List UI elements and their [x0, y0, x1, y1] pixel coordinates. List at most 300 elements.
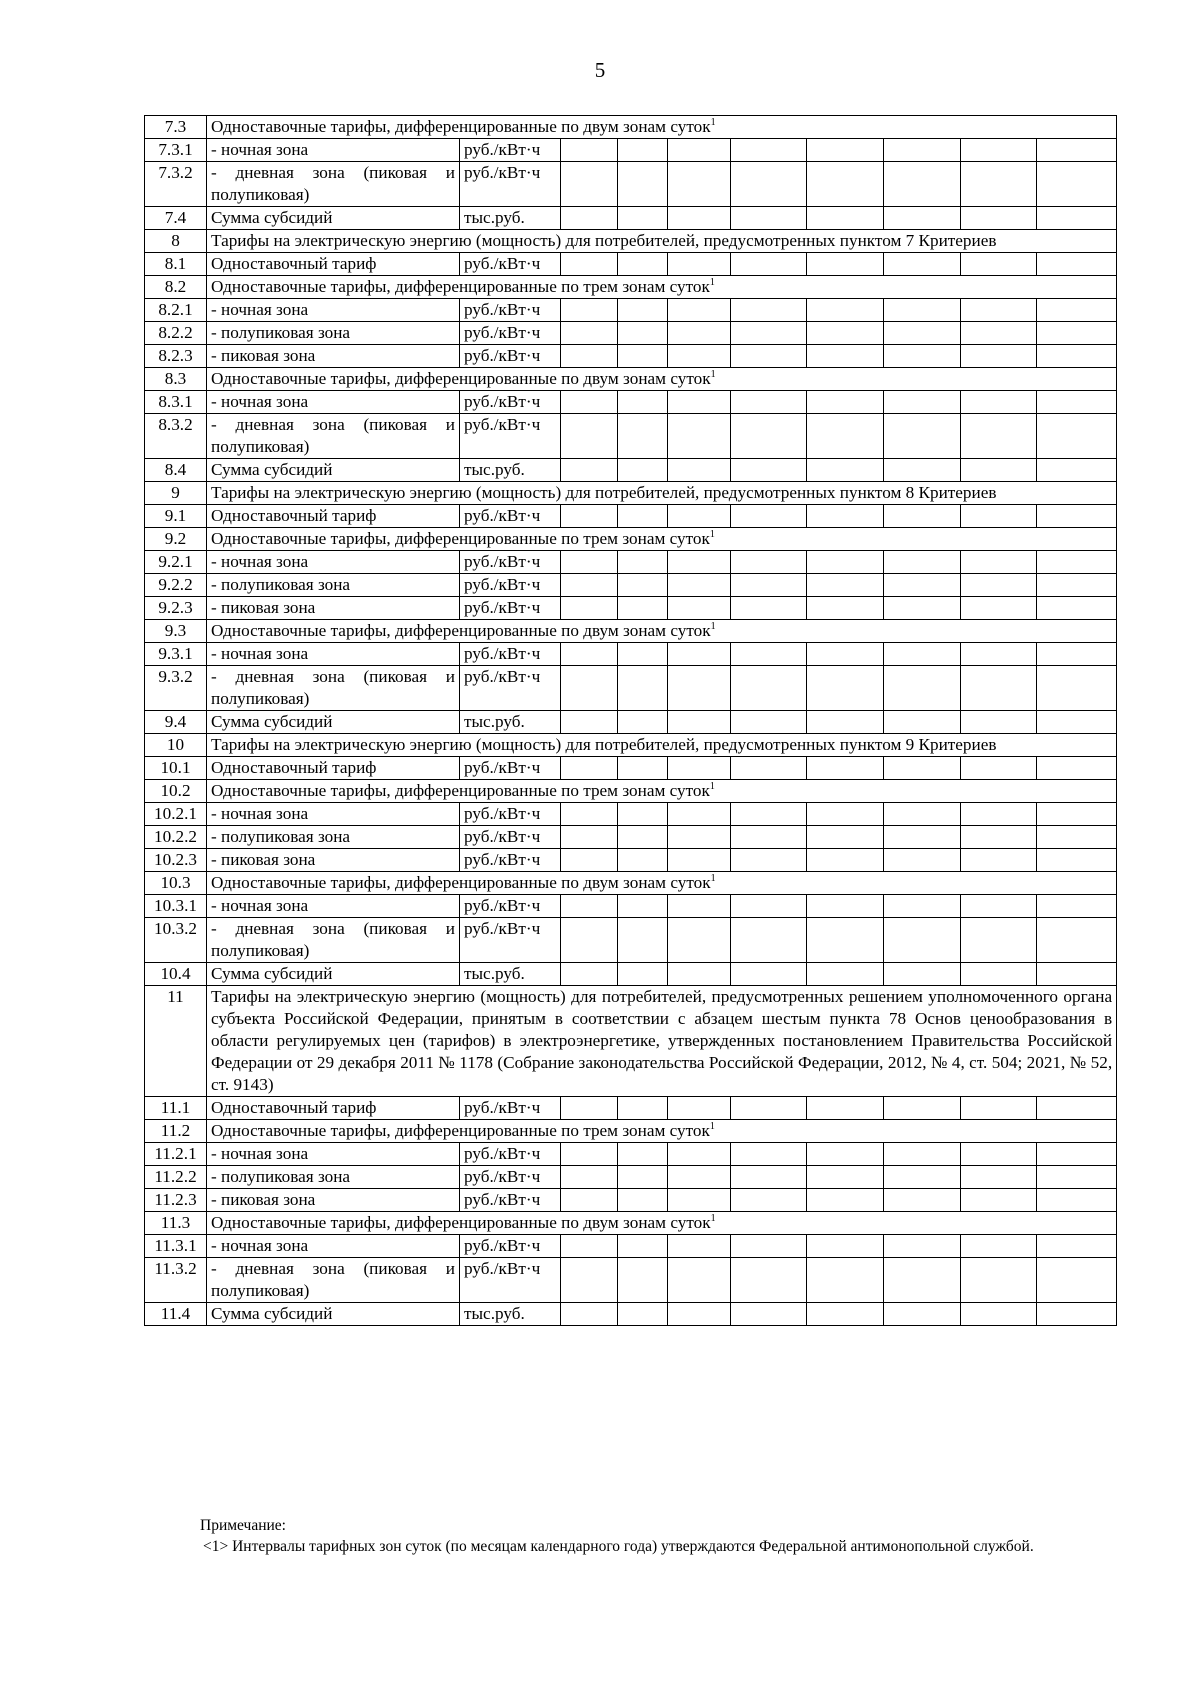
value-cell: [731, 597, 807, 620]
footnote-ref: 1: [710, 117, 716, 128]
row-number: 11.2.1: [145, 1143, 207, 1166]
value-cell: [884, 666, 961, 711]
row-label: Одноставочный тариф: [207, 1097, 460, 1120]
value-cell: [731, 757, 807, 780]
row-unit: тыс.руб.: [460, 459, 561, 482]
value-cell: [561, 1189, 618, 1212]
value-cell: [668, 963, 731, 986]
value-cell: [668, 1166, 731, 1189]
row-number: 11: [145, 986, 207, 1097]
table-section-row: [145, 780, 1117, 803]
table-section-row: [145, 368, 1117, 391]
table-section-row: [145, 230, 1117, 253]
value-cell: [807, 1189, 884, 1212]
value-cell: [668, 574, 731, 597]
value-cell: [1037, 895, 1117, 918]
value-cell: [618, 574, 668, 597]
row-number: 9.2: [145, 528, 207, 551]
value-cell: [807, 207, 884, 230]
value-cell: [668, 391, 731, 414]
row-number: 8.1: [145, 253, 207, 276]
value-cell: [807, 1303, 884, 1326]
table-section-row: [145, 482, 1117, 505]
value-cell: [807, 459, 884, 482]
row-number: 8.2.1: [145, 299, 207, 322]
value-cell: [668, 597, 731, 620]
section-title-cell: [207, 734, 1117, 757]
row-unit: руб./кВт·ч: [460, 139, 561, 162]
row-number: 11.4: [145, 1303, 207, 1326]
row-number: 8.2: [145, 276, 207, 299]
section-title: Тарифы на электрическую энергию (мощность) для потребителей, предусмотренных пунктом 7 Критериев: [211, 231, 997, 250]
value-cell: [884, 918, 961, 963]
row-unit: руб./кВт·ч: [460, 895, 561, 918]
value-cell: [884, 1235, 961, 1258]
row-number: 8.2.2: [145, 322, 207, 345]
row-number: 10.4: [145, 963, 207, 986]
value-cell: [561, 1166, 618, 1189]
value-cell: [668, 643, 731, 666]
value-cell: [1037, 551, 1117, 574]
row-unit: руб./кВт·ч: [460, 391, 561, 414]
value-cell: [618, 597, 668, 620]
value-cell: [668, 1235, 731, 1258]
value-cell: [884, 803, 961, 826]
value-cell: [731, 1258, 807, 1303]
value-cell: [884, 1258, 961, 1303]
value-cell: [668, 803, 731, 826]
value-cell: [561, 597, 618, 620]
row-number: 9.4: [145, 711, 207, 734]
value-cell: [668, 1303, 731, 1326]
value-cell: [1037, 299, 1117, 322]
row-label: - дневная зона (пиковая и полупиковая): [207, 666, 460, 711]
value-cell: [884, 1303, 961, 1326]
row-unit: руб./кВт·ч: [460, 757, 561, 780]
value-cell: [1037, 803, 1117, 826]
value-cell: [1037, 711, 1117, 734]
value-cell: [884, 826, 961, 849]
section-title: Одноставочные тарифы, дифференцированные по трем зонам суток: [211, 1121, 710, 1140]
value-cell: [884, 253, 961, 276]
value-cell: [731, 803, 807, 826]
value-cell: [561, 253, 618, 276]
value-cell: [731, 643, 807, 666]
row-number: 11.1: [145, 1097, 207, 1120]
value-cell: [618, 1097, 668, 1120]
row-label: Сумма субсидий: [207, 207, 460, 230]
value-cell: [807, 345, 884, 368]
row-number: 7.3: [145, 116, 207, 139]
row-number: 10.3: [145, 872, 207, 895]
table-row: [145, 391, 1117, 414]
value-cell: [807, 1166, 884, 1189]
section-title: Тарифы на электрическую энергию (мощность) для потребителей, предусмотренных пунктом 8 Критериев: [211, 483, 997, 502]
row-number: 10.3.2: [145, 918, 207, 963]
row-number: 9: [145, 482, 207, 505]
value-cell: [884, 757, 961, 780]
table-section-row: [145, 276, 1117, 299]
table-section-row: [145, 1212, 1117, 1235]
footnote-ref: 1: [710, 621, 716, 632]
value-cell: [731, 459, 807, 482]
value-cell: [561, 505, 618, 528]
value-cell: [561, 757, 618, 780]
value-cell: [961, 322, 1037, 345]
value-cell: [884, 1189, 961, 1212]
value-cell: [731, 963, 807, 986]
value-cell: [961, 253, 1037, 276]
value-cell: [668, 711, 731, 734]
row-number: 7.3.2: [145, 162, 207, 207]
row-label: Сумма субсидий: [207, 1303, 460, 1326]
value-cell: [618, 643, 668, 666]
row-number: 8.2.3: [145, 345, 207, 368]
table-row: [145, 162, 1117, 207]
value-cell: [807, 505, 884, 528]
value-cell: [884, 414, 961, 459]
table-row: [145, 1166, 1117, 1189]
value-cell: [561, 643, 618, 666]
value-cell: [668, 207, 731, 230]
value-cell: [731, 1143, 807, 1166]
table-row: [145, 253, 1117, 276]
table-row: [145, 849, 1117, 872]
value-cell: [884, 1166, 961, 1189]
row-label: Одноставочный тариф: [207, 757, 460, 780]
section-title-cell: [207, 276, 1117, 299]
value-cell: [731, 551, 807, 574]
value-cell: [668, 162, 731, 207]
value-cell: [561, 414, 618, 459]
value-cell: [618, 963, 668, 986]
row-unit: руб./кВт·ч: [460, 1097, 561, 1120]
row-unit: руб./кВт·ч: [460, 299, 561, 322]
row-number: 10.2.3: [145, 849, 207, 872]
value-cell: [884, 505, 961, 528]
row-number: 8: [145, 230, 207, 253]
value-cell: [618, 1189, 668, 1212]
table-row: [145, 1235, 1117, 1258]
value-cell: [961, 345, 1037, 368]
row-number: 10.2.2: [145, 826, 207, 849]
value-cell: [561, 574, 618, 597]
value-cell: [668, 253, 731, 276]
value-cell: [618, 253, 668, 276]
value-cell: [731, 414, 807, 459]
table-row: [145, 505, 1117, 528]
value-cell: [807, 299, 884, 322]
value-cell: [961, 918, 1037, 963]
row-unit: руб./кВт·ч: [460, 803, 561, 826]
section-title: Одноставочные тарифы, дифференцированные по двум зонам суток: [211, 117, 711, 136]
row-unit: руб./кВт·ч: [460, 551, 561, 574]
value-cell: [561, 963, 618, 986]
table-row: [145, 918, 1117, 963]
value-cell: [668, 1189, 731, 1212]
row-unit: руб./кВт·ч: [460, 1189, 561, 1212]
row-unit: руб./кВт·ч: [460, 849, 561, 872]
table-row: [145, 757, 1117, 780]
value-cell: [561, 162, 618, 207]
row-number: 11.2.3: [145, 1189, 207, 1212]
value-cell: [668, 1097, 731, 1120]
value-cell: [884, 895, 961, 918]
footnote: [144, 1515, 1116, 1557]
value-cell: [1037, 139, 1117, 162]
value-cell: [884, 643, 961, 666]
row-unit: руб./кВт·ч: [460, 345, 561, 368]
value-cell: [731, 505, 807, 528]
value-cell: [731, 574, 807, 597]
value-cell: [884, 139, 961, 162]
section-title: Тарифы на электрическую энергию (мощность) для потребителей, предусмотренных решением уполномоченного органа субъекта Российской Федерации, принятым в соответствии с абзацем шестым пункта 78 Основ ценообразования в области регулируемых цен (тарифов) в электроэнергетике, утвержденных постановлением Правительства Российской Федерации от 29 декабря 2011 № 1178 (Собрание законодательства Российской Федерации, 2012, № 4, ст. 504; 2021, № 52, ст. 9143): [211, 987, 1113, 1094]
row-unit: руб./кВт·ч: [460, 826, 561, 849]
value-cell: [618, 207, 668, 230]
value-cell: [1037, 322, 1117, 345]
row-label: - полупиковая зона: [207, 826, 460, 849]
value-cell: [618, 1303, 668, 1326]
row-number: 9.3.1: [145, 643, 207, 666]
value-cell: [807, 849, 884, 872]
row-label: - пиковая зона: [207, 1189, 460, 1212]
value-cell: [1037, 963, 1117, 986]
value-cell: [668, 414, 731, 459]
row-number: 9.1: [145, 505, 207, 528]
row-label: - ночная зона: [207, 643, 460, 666]
value-cell: [731, 299, 807, 322]
value-cell: [1037, 1189, 1117, 1212]
value-cell: [618, 162, 668, 207]
page-number: 5: [594, 58, 606, 82]
value-cell: [807, 391, 884, 414]
value-cell: [668, 459, 731, 482]
value-cell: [884, 849, 961, 872]
row-label: - ночная зона: [207, 391, 460, 414]
value-cell: [1037, 849, 1117, 872]
value-cell: [731, 322, 807, 345]
table-row: [145, 826, 1117, 849]
value-cell: [884, 459, 961, 482]
section-title-cell: [207, 620, 1117, 643]
row-label: Одноставочный тариф: [207, 505, 460, 528]
value-cell: [1037, 459, 1117, 482]
row-unit: тыс.руб.: [460, 1303, 561, 1326]
section-title: Одноставочные тарифы, дифференцированные по двум зонам суток: [211, 369, 711, 388]
value-cell: [961, 391, 1037, 414]
row-unit: руб./кВт·ч: [460, 574, 561, 597]
value-cell: [561, 666, 618, 711]
value-cell: [731, 895, 807, 918]
value-cell: [731, 849, 807, 872]
row-label: Одноставочный тариф: [207, 253, 460, 276]
value-cell: [618, 849, 668, 872]
value-cell: [618, 299, 668, 322]
value-cell: [731, 1097, 807, 1120]
section-title: Одноставочные тарифы, дифференцированные по двум зонам суток: [211, 621, 711, 640]
value-cell: [1037, 574, 1117, 597]
row-unit: руб./кВт·ч: [460, 1235, 561, 1258]
value-cell: [961, 551, 1037, 574]
row-label: - пиковая зона: [207, 849, 460, 872]
section-title: Тарифы на электрическую энергию (мощность) для потребителей, предусмотренных пунктом 9 Критериев: [211, 735, 997, 754]
value-cell: [618, 505, 668, 528]
value-cell: [961, 826, 1037, 849]
row-number: 11.2: [145, 1120, 207, 1143]
value-cell: [961, 1143, 1037, 1166]
value-cell: [1037, 253, 1117, 276]
value-cell: [807, 414, 884, 459]
value-cell: [1037, 1303, 1117, 1326]
value-cell: [884, 207, 961, 230]
row-unit: руб./кВт·ч: [460, 322, 561, 345]
row-number: 10.1: [145, 757, 207, 780]
row-label: Сумма субсидий: [207, 711, 460, 734]
value-cell: [884, 1143, 961, 1166]
value-cell: [807, 1258, 884, 1303]
row-number: 7.3.1: [145, 139, 207, 162]
value-cell: [668, 139, 731, 162]
row-unit: руб./кВт·ч: [460, 666, 561, 711]
value-cell: [807, 963, 884, 986]
value-cell: [961, 643, 1037, 666]
table-row: [145, 139, 1117, 162]
value-cell: [884, 551, 961, 574]
section-title-cell: [207, 368, 1117, 391]
section-title: Одноставочные тарифы, дифференцированные по трем зонам суток: [211, 277, 710, 296]
table-row: [145, 322, 1117, 345]
value-cell: [807, 597, 884, 620]
value-cell: [618, 1143, 668, 1166]
value-cell: [884, 963, 961, 986]
row-label: - ночная зона: [207, 1143, 460, 1166]
table-section-row: [145, 872, 1117, 895]
value-cell: [1037, 162, 1117, 207]
row-number: 7.4: [145, 207, 207, 230]
value-cell: [668, 299, 731, 322]
table-section-row: [145, 528, 1117, 551]
value-cell: [961, 574, 1037, 597]
value-cell: [884, 391, 961, 414]
value-cell: [618, 1235, 668, 1258]
value-cell: [668, 666, 731, 711]
value-cell: [884, 574, 961, 597]
value-cell: [1037, 1143, 1117, 1166]
value-cell: [731, 1166, 807, 1189]
value-cell: [618, 459, 668, 482]
note-text: <1> Интервалы тарифных зон суток (по месяцам календарного года) утверждаются Федеральной антимонопольной службой.: [203, 1538, 1034, 1555]
value-cell: [1037, 391, 1117, 414]
table-row: [145, 1143, 1117, 1166]
table-row: [145, 1258, 1117, 1303]
tariff-table: [144, 115, 1117, 1326]
value-cell: [618, 826, 668, 849]
row-number: 9.2.1: [145, 551, 207, 574]
row-label: Сумма субсидий: [207, 459, 460, 482]
value-cell: [807, 826, 884, 849]
value-cell: [1037, 1235, 1117, 1258]
row-label: - ночная зона: [207, 895, 460, 918]
row-number: 11.2.2: [145, 1166, 207, 1189]
value-cell: [1037, 918, 1117, 963]
value-cell: [807, 139, 884, 162]
value-cell: [961, 963, 1037, 986]
value-cell: [561, 826, 618, 849]
section-title-cell: [207, 116, 1117, 139]
row-label: - полупиковая зона: [207, 1166, 460, 1189]
row-number: 10.2: [145, 780, 207, 803]
table-row: [145, 1189, 1117, 1212]
value-cell: [618, 345, 668, 368]
row-unit: руб./кВт·ч: [460, 1166, 561, 1189]
table-row: [145, 895, 1117, 918]
note-title: Примечание:: [200, 1517, 286, 1534]
value-cell: [561, 1235, 618, 1258]
value-cell: [1037, 826, 1117, 849]
value-cell: [884, 299, 961, 322]
value-cell: [561, 918, 618, 963]
value-cell: [731, 207, 807, 230]
value-cell: [731, 711, 807, 734]
value-cell: [618, 803, 668, 826]
footnote-ref: 1: [710, 1213, 716, 1224]
value-cell: [668, 551, 731, 574]
value-cell: [807, 322, 884, 345]
table-row: [145, 1303, 1117, 1326]
table-row: [145, 1097, 1117, 1120]
value-cell: [1037, 1258, 1117, 1303]
value-cell: [961, 1258, 1037, 1303]
value-cell: [668, 322, 731, 345]
value-cell: [561, 345, 618, 368]
value-cell: [561, 803, 618, 826]
value-cell: [561, 207, 618, 230]
row-number: 9.3: [145, 620, 207, 643]
section-title-cell: [207, 1120, 1117, 1143]
row-number: 9.3.2: [145, 666, 207, 711]
value-cell: [1037, 414, 1117, 459]
table-row: [145, 711, 1117, 734]
value-cell: [807, 574, 884, 597]
value-cell: [807, 551, 884, 574]
section-title: Одноставочные тарифы, дифференцированные по трем зонам суток: [211, 781, 710, 800]
value-cell: [1037, 345, 1117, 368]
value-cell: [807, 1143, 884, 1166]
table-row: [145, 963, 1117, 986]
row-number: 8.4: [145, 459, 207, 482]
value-cell: [668, 918, 731, 963]
value-cell: [618, 757, 668, 780]
value-cell: [961, 597, 1037, 620]
value-cell: [561, 849, 618, 872]
value-cell: [561, 1097, 618, 1120]
table-row: [145, 803, 1117, 826]
footnote-ref: 1: [709, 781, 715, 792]
value-cell: [807, 757, 884, 780]
value-cell: [884, 345, 961, 368]
table-row: [145, 207, 1117, 230]
value-cell: [1037, 666, 1117, 711]
table-row: [145, 459, 1117, 482]
value-cell: [1037, 1097, 1117, 1120]
section-title-cell: [207, 1212, 1117, 1235]
value-cell: [618, 918, 668, 963]
value-cell: [731, 1303, 807, 1326]
table-row: [145, 551, 1117, 574]
row-unit: руб./кВт·ч: [460, 643, 561, 666]
table-row: [145, 299, 1117, 322]
value-cell: [731, 139, 807, 162]
